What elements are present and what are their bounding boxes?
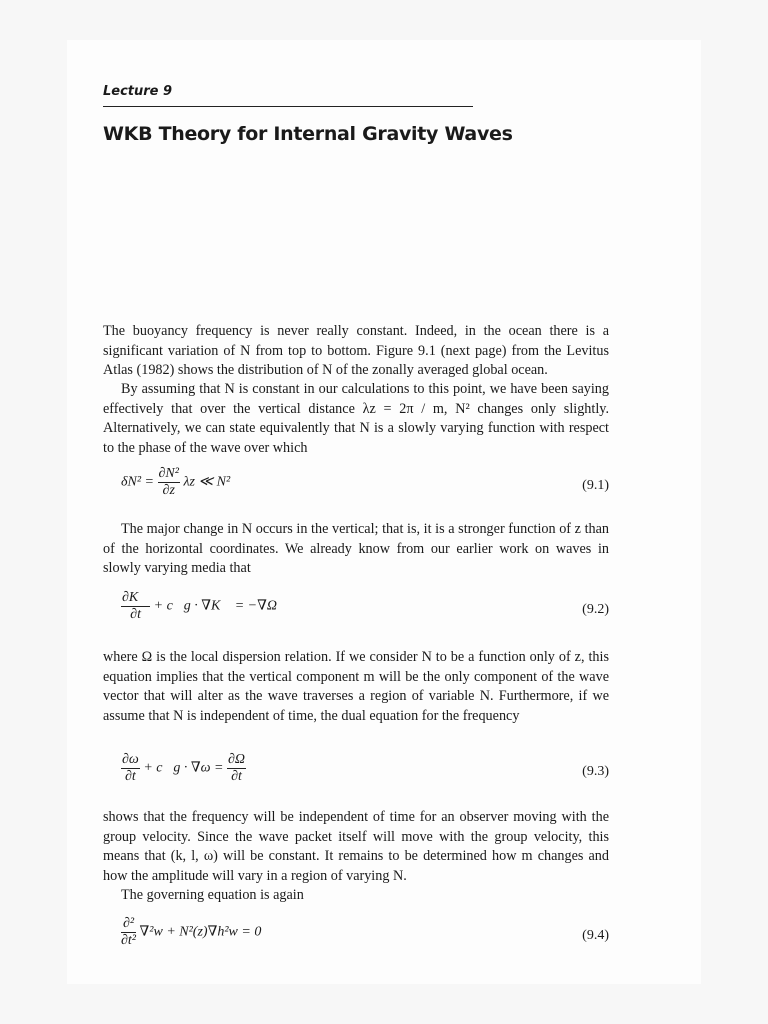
paragraph-5: shows that the frequency will be independent of time for an observer moving with the group velocity. Since the wave packet itself will move with the group velocity, this means that (k, l, ω) will be constant. It remains to be determined how m changes and how the amplitude will vary in a region of varying N. <box>103 809 609 884</box>
equation-9-4 <box>103 916 609 956</box>
eq1-number: (9.1) <box>582 478 609 493</box>
eq2-denominator: ∂t <box>130 607 141 622</box>
lecture-label: Lecture 9 <box>103 84 173 99</box>
eq4-numerator: ∂² <box>122 916 135 931</box>
header-rule <box>103 106 473 107</box>
eq3-numerator-left: ∂ω <box>122 752 139 767</box>
eq3-numerator-right: ∂Ω <box>227 752 246 767</box>
eq1-numerator: ∂N² <box>158 466 179 481</box>
eq3-fraction-left <box>121 752 140 785</box>
eq4-rhs: ∇²w + N²(z)∇h²w = 0 <box>139 924 262 940</box>
eq3-denominator-left: ∂t <box>125 769 136 784</box>
eq3-middle: + c⃗g · ∇ω = <box>143 760 224 776</box>
paragraph-6: The governing equation is again <box>121 887 304 903</box>
paragraph-4: where Ω is the local dispersion relation. If we consider N to be a function only of z, this equation implies that the vertical component m will be the only component of the wave vector that will alter as the wave traverses a region of variable N. Furthermore, if we assume that N is independent of time, the dual equation for the frequency <box>103 649 609 724</box>
paragraph-1: The buoyancy frequency is never really constant. Indeed, in the ocean there is a significant variation of N from top to bottom. Figure 9.1 (next page) from the Levitus Atlas (1982) shows the distribution of N of the zonally averaged global ocean. <box>103 323 609 378</box>
eq1-fraction <box>158 466 180 499</box>
eq4-fraction <box>121 916 136 949</box>
eq4-number: (9.4) <box>582 928 609 943</box>
eq4-denominator: ∂t² <box>121 933 137 948</box>
eq1-denominator: ∂z <box>162 483 175 498</box>
eq2-number: (9.2) <box>582 602 609 617</box>
eq3-denominator-right: ∂t <box>231 769 242 784</box>
eq3-number: (9.3) <box>582 764 609 779</box>
equation-9-3 <box>103 752 609 792</box>
chapter-title: WKB Theory for Internal Gravity Waves <box>103 123 513 145</box>
paragraph-3: The major change in N occurs in the vertical; that is, it is a stronger function of z than of the horizontal coordinates. We already know from our earlier work on waves in slowly varying media that <box>103 521 609 576</box>
equation-9-1 <box>103 466 609 506</box>
eq2-rhs: + c⃗g · ∇K⃗ = −∇Ω <box>153 598 278 614</box>
eq1-rhs: λz ≪ N² <box>183 474 231 490</box>
paragraph-2: By assuming that N is constant in our calculations to this point, we have been saying effectively that over the vertical distance λz = 2π / m, N² changes only slightly. Alternatively, we can state equivalently that N is a slowly varying function with respect to the phase of the wave over which <box>103 381 609 456</box>
equation-9-2 <box>103 590 609 630</box>
eq1-lhs: δN² = <box>121 474 154 490</box>
eq2-fraction <box>121 590 150 623</box>
eq3-fraction-right <box>227 752 246 785</box>
eq2-numerator: ∂K⃗ <box>122 590 150 605</box>
